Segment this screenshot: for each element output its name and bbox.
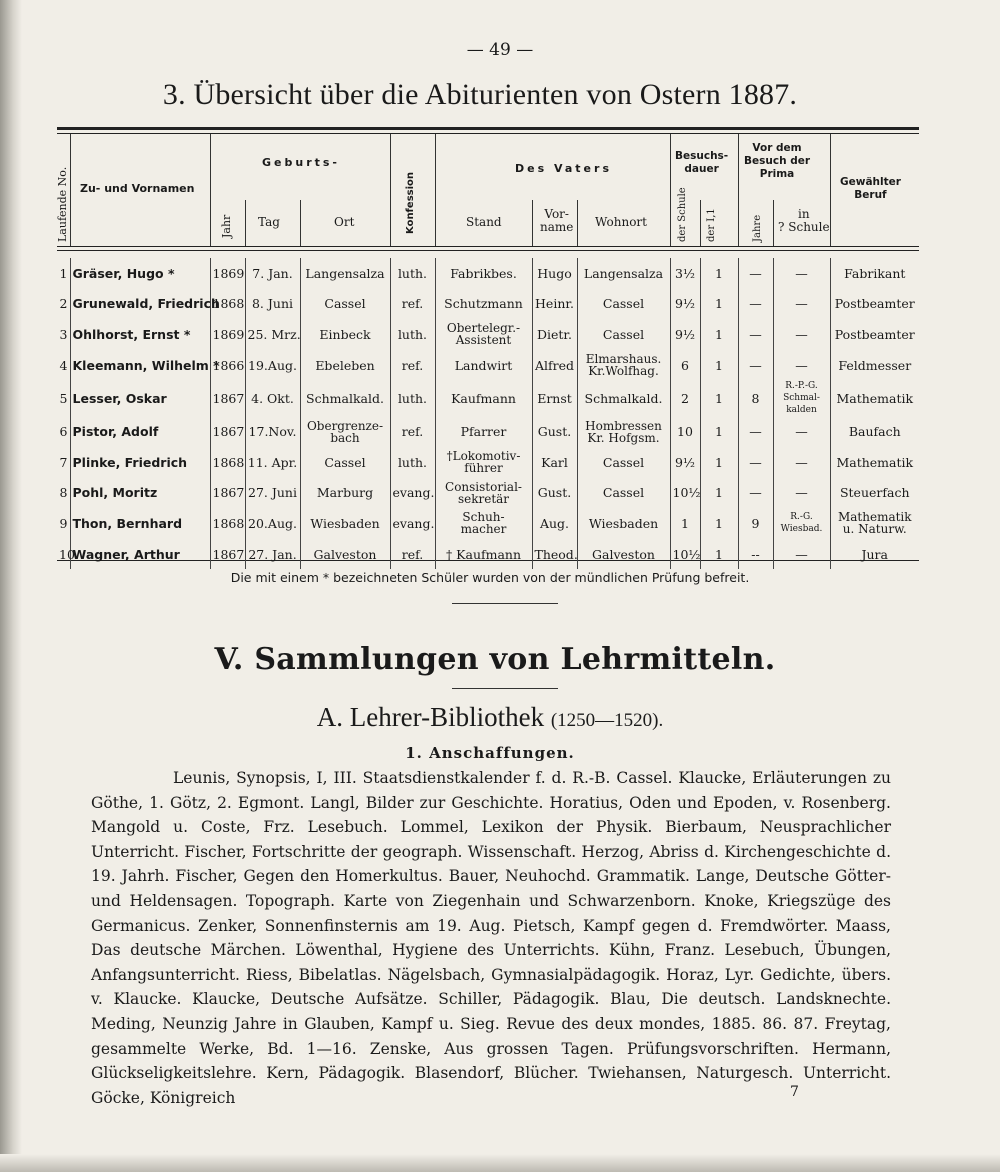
header-wohnort: Wohnort [595,215,647,229]
table-row [57,416,919,447]
father-first-name: Heinr. [532,289,577,320]
col-sep [830,134,831,246]
father-residence: Cassel [577,478,670,509]
header-beruf: Gewählter Beruf [840,176,901,201]
page-edge-shadow [0,0,22,1172]
years-in-prima: 1 [700,258,738,289]
father-first-name: Theod. [532,539,577,570]
student-name: Kleemann, Wilhelm * [70,350,210,381]
previous-school: — [773,478,830,509]
years-in-prima: 1 [700,478,738,509]
table-row [57,350,919,381]
student-name: Gräser, Hugo * [70,258,210,289]
previous-school: — [773,319,830,350]
previous-school: — [773,447,830,478]
row-number: 10 [59,546,75,562]
years-before: — [738,416,773,447]
chosen-profession: Mathematik [830,447,919,478]
header-besuchsdauer: Besuchs- dauer [675,150,729,175]
footnote: Die mit einem * bezeichneten Schüler wurden von der mündlichen Prüfung befreit. [230,570,750,585]
col-sep [210,134,211,246]
father-residence: Elmarshaus. Kr.Wolfhag. [577,350,670,381]
birth-day: 7. Jan. [245,258,300,289]
subsubsection-title: 1. Anschaffungen. [405,744,575,762]
birth-place: Einbeck [300,319,390,350]
student-name: Wagner, Arthur [70,539,210,570]
student-name: Grunewald, Friedrich [70,289,210,320]
father-first-name: Karl [532,447,577,478]
abiturienten-table [57,258,919,569]
father-first-name: Hugo [532,258,577,289]
birth-year: 1868 [210,289,245,320]
father-first-name: Aug. [532,508,577,539]
father-residence: Langensalza [577,258,670,289]
birth-day: 27. Juni [245,478,300,509]
row-number: 2 [59,296,68,312]
birth-day: 11. Apr. [245,447,300,478]
page-number: — 49 — [466,40,534,60]
birth-day: 27. Jan. [245,539,300,570]
confession: luth. [390,319,435,350]
birth-place: Cassel [300,447,390,478]
header-bottom-rule-2 [57,250,919,251]
row-number: 4 [59,357,68,373]
father-residence: Hombressen Kr. Hofgsm. [577,416,670,447]
header-in-schule: in ? Schule [778,207,830,234]
years-before: 8 [738,380,773,416]
header-vor-dem-besuch: Vor dem Besuch der Prima [744,142,811,180]
years-before: — [738,289,773,320]
col-sep [773,200,774,246]
subsection-title [0,702,980,733]
father-residence: Schmalkald. [577,380,670,416]
birth-year: 1868 [210,447,245,478]
header-top-rule-thin [57,133,919,134]
student-name: Ohlhorst, Ernst * [70,319,210,350]
col-sep [70,134,71,246]
father-first-name: Alfred [532,350,577,381]
birth-day: 25. Mrz. [245,319,300,350]
years-before: — [738,258,773,289]
table-row [57,478,919,509]
confession: luth. [390,447,435,478]
father-occupation: Pfarrer [435,416,532,447]
student-name: Pohl, Moritz [70,478,210,509]
header-bottom-rule [57,246,919,247]
father-occupation: Fabrikbes. [435,258,532,289]
header-der-i1: der I,1 [706,208,717,242]
years-at-school: 10 [670,416,700,447]
confession: luth. [390,380,435,416]
birth-day: 20.Aug. [245,508,300,539]
birth-place: Obergrenze- bach [300,416,390,447]
table-row [57,258,919,289]
confession: evang. [390,508,435,539]
header-jahr: Jahr [220,214,233,238]
table-row [57,289,919,320]
years-at-school: 9½ [670,289,700,320]
confession: luth. [390,258,435,289]
col-sep [577,200,578,246]
chosen-profession: Fabrikant [830,258,919,289]
header-der-schule: der Schule [677,187,688,242]
birth-day: 17.Nov. [245,416,300,447]
father-residence: Cassel [577,319,670,350]
table-row [57,380,919,416]
row-number: 9 [59,515,68,531]
father-occupation: Schuh- macher [435,508,532,539]
years-in-prima: 1 [700,416,738,447]
signature-mark: 7 [790,1084,799,1100]
col-sep [300,200,301,246]
chosen-profession: Postbeamter [830,289,919,320]
birth-year: 1866 [210,350,245,381]
row-number: 8 [59,485,68,501]
father-occupation: Kaufmann [435,380,532,416]
father-residence: Cassel [577,289,670,320]
previous-school: — [773,258,830,289]
father-residence: Galveston [577,539,670,570]
confession: ref. [390,416,435,447]
father-occupation: Consistorial- sekretär [435,478,532,509]
confession: ref. [390,350,435,381]
subsection-name: A. Lehrer-Bibliothek [316,702,545,732]
chosen-profession: Jura [830,539,919,570]
chosen-profession: Mathematik u. Naturw. [830,508,919,539]
birth-place: Marburg [300,478,390,509]
col-sep [738,134,739,246]
student-name: Pistor, Adolf [70,416,210,447]
table-row [57,447,919,478]
header-laufende-no: Laufende No. [56,166,69,242]
years-at-school: 2 [670,380,700,416]
years-before: — [738,478,773,509]
birth-day: 4. Okt. [245,380,300,416]
birth-place: Schmalkald. [300,380,390,416]
student-name: Plinke, Friedrich [70,447,210,478]
years-in-prima: 1 [700,289,738,320]
birth-year: 1868 [210,508,245,539]
birth-day: 8. Juni [245,289,300,320]
divider [452,688,558,689]
col-sep [245,200,246,246]
col-sep [390,134,391,246]
header-stand: Stand [466,215,502,229]
student-name: Thon, Bernhard [70,508,210,539]
confession: ref. [390,539,435,570]
birth-place: Ebeleben [300,350,390,381]
years-at-school: 9½ [670,319,700,350]
years-at-school: 3½ [670,258,700,289]
header-tag: Tag [258,215,280,229]
row-number: 7 [59,454,68,470]
birth-year: 1867 [210,416,245,447]
birth-year: 1869 [210,258,245,289]
birth-day: 19.Aug. [245,350,300,381]
years-in-prima: 1 [700,539,738,570]
header-vorname: Vor- name [540,207,574,234]
chosen-profession: Steuerfach [830,478,919,509]
father-occupation: Obertelegr.- Assistent [435,319,532,350]
row-number: 6 [59,424,68,440]
previous-school: — [773,539,830,570]
student-name: Lesser, Oskar [70,380,210,416]
col-sep [670,134,671,246]
birth-year: 1867 [210,539,245,570]
years-at-school: 10½ [670,539,700,570]
father-first-name: Ernst [532,380,577,416]
section-title: V. Sammlungen von Lehrmitteln. [214,642,776,677]
row-number: 3 [59,326,68,342]
birth-place: Cassel [300,289,390,320]
years-before: — [738,350,773,381]
header-jahre: Jahre [752,214,763,242]
header-des-vaters: Des Vaters [515,162,612,175]
header-geburts: Geburts- [262,156,340,169]
header-ort: Ort [334,215,355,229]
header-name: Zu- und Vornamen [80,182,195,195]
father-first-name: Gust. [532,416,577,447]
years-at-school: 1 [670,508,700,539]
birth-place: Galveston [300,539,390,570]
table-title: 3. Übersicht über die Abiturienten von Ostern 1887. [162,78,798,111]
col-sep [532,200,533,246]
chosen-profession: Mathematik [830,380,919,416]
table-row [57,319,919,350]
chosen-profession: Feldmesser [830,350,919,381]
subsection-range: (1250—1520). [550,710,664,731]
birth-place: Langensalza [300,258,390,289]
father-occupation: † Kaufmann [435,539,532,570]
header-top-rule [57,127,919,130]
years-in-prima: 1 [700,350,738,381]
acquisitions-paragraph: Leunis, Synopsis, I, III. Staatsdienstkalender f. d. R.-B. Cassel. Klaucke, Erläuterungen zu Göthe, 1. Götz, 2. Egmont. Langl, Bilder zur Geschichte. Horatius, Oden und Epoden, v. Rosenberg. Mangold u. Coste, Frz. Lesebuch. Lommel, Lexikon der Physik. Bierbaum, Neusprachlicher Unterricht. Fischer, Fortschritte der geograph. Wissenschaft. Herzog, Abriss d. Kirchengeschichte d. 19. Jahrh. Fischer, Gegen den Homerkultus. Bauer, Neuhochd. Grammatik. Lange, Deutsche Götter- und Heldensagen. Topograph. Karte von Ziegenhain und Schwarzenborn. Knoke, Kriegszüge des Germanicus. Zenker, Sonnenfinsternis am 19. Aug. Pietsch, Kampf gegen d. Fremdwörter. Maass, Das deutsche Märchen. Löwenthal, Hygiene des Unterrichts. Kühn, Franz. Lesebuch, Übungen, Anfangsunterricht. Riess, Bibelatlas. Nägelsbach, Gymnasialpädagogik. Horaz, Lyr. Gedichte, übers. v. Klaucke. Klaucke, Deutsche Aufsätze. Schiller, Pädagogik. Blau, Die deutsch. Landsknechte. Meding, Neunzig Jahre in Glauben, Kampf u. Sieg. Revue des deux mondes, 1885. 86. 87. Freytag, gesammelte Werke, Bd. 1—16. Zenske, Aus grossen Tagen. Prüfungsvorschriften. Hermann, Glückseligkeitslehre. Kern, Pädagogik. Blasendorf, Blücher. Twiehansen, Naturgesch. Unterricht. Göcke, Königreich [91,769,891,1107]
years-at-school: 10½ [670,478,700,509]
table-row [57,508,919,539]
table-row [57,539,919,570]
row-number: 5 [59,390,68,406]
years-at-school: 6 [670,350,700,381]
years-in-prima: 1 [700,508,738,539]
years-in-prima: 1 [700,447,738,478]
father-first-name: Dietr. [532,319,577,350]
previous-school: — [773,416,830,447]
years-in-prima: 1 [700,319,738,350]
previous-school: — [773,350,830,381]
page-bottom-shadow [0,1154,1000,1172]
confession: evang. [390,478,435,509]
father-occupation: Schutzmann [435,289,532,320]
years-before: -- [738,539,773,570]
years-at-school: 9½ [670,447,700,478]
chosen-profession: Postbeamter [830,319,919,350]
previous-school: R.-G. Wiesbad. [773,508,830,539]
birth-year: 1867 [210,380,245,416]
father-occupation: †Lokomotiv- führer [435,447,532,478]
header-konfession: Konfession [405,171,416,234]
col-sep [435,134,436,246]
birth-year: 1869 [210,319,245,350]
divider [452,603,558,604]
birth-place: Wiesbaden [300,508,390,539]
previous-school: — [773,289,830,320]
father-first-name: Gust. [532,478,577,509]
years-before: 9 [738,508,773,539]
row-number: 1 [59,265,68,281]
previous-school: R.-P.-G. Schmal- kalden [773,380,830,416]
years-before: — [738,447,773,478]
confession: ref. [390,289,435,320]
chosen-profession: Baufach [830,416,919,447]
father-occupation: Landwirt [435,350,532,381]
years-before: — [738,319,773,350]
years-in-prima: 1 [700,380,738,416]
birth-year: 1867 [210,478,245,509]
col-sep [700,200,701,246]
father-residence: Wiesbaden [577,508,670,539]
father-residence: Cassel [577,447,670,478]
